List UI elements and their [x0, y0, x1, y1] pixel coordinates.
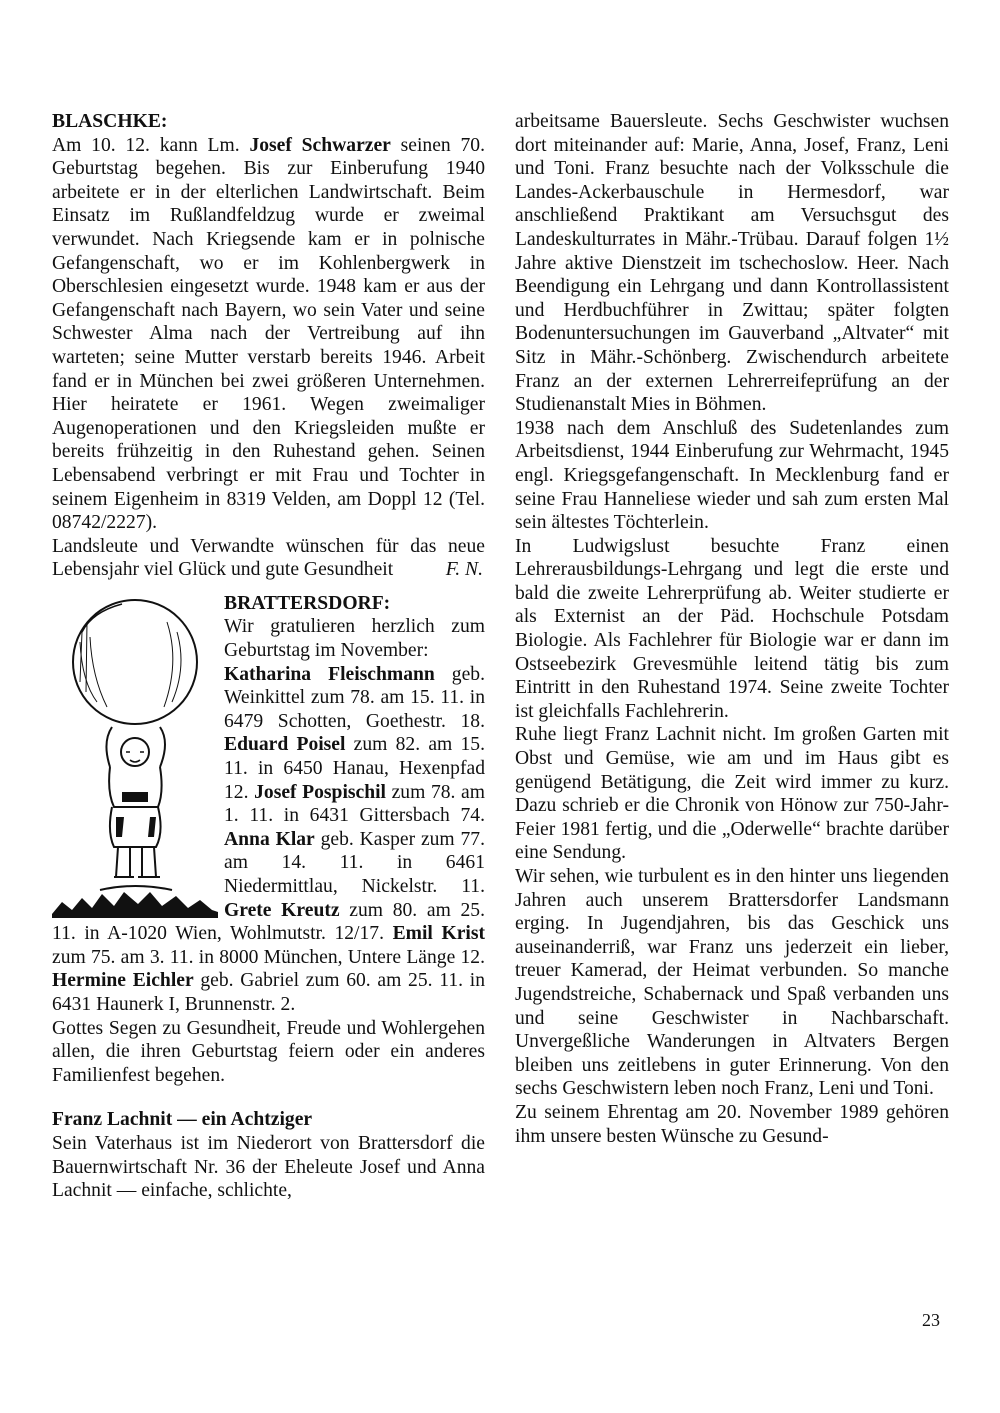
- birthday-name: Katharina Fleischmann: [224, 663, 435, 685]
- blaschke-wishes: Landsleute und Verwandte wünschen für das neue Lebensjahr viel Glück und gute Gesundheit: [52, 535, 485, 581]
- blaschke-name: Josef Schwarzer: [249, 134, 391, 156]
- lachnit-section: [52, 1108, 485, 1202]
- birthday-name: Emil Krist: [392, 923, 485, 945]
- birthday-details: zum 78. am 1. 11. in 6431 Gittersbach 74.: [224, 781, 485, 827]
- lachnit-paragraph-7: Zu seinem Ehrentag am 20. November 1989 gehören ihm unsere besten Wünsche zu Gesund-: [515, 1101, 949, 1147]
- brattersdorf-blessing: Gottes Segen zu Gesundheit, Freude und Wohlergehen allen, die ihren Geburtstag feiern oder ein anderes Familienfest begehen.: [52, 1017, 485, 1086]
- blaschke-text-a: Am 10. 12. kann Lm.: [52, 134, 250, 156]
- page-number: 23: [922, 1310, 940, 1330]
- birthday-details: zum 75. am 3. 11. in 8000 München, Untere Länge 12.: [52, 946, 485, 968]
- lachnit-paragraph-6: Wir sehen, wie turbulent es in den hinter uns liegenden Jahren auch unserem Brattersdorfer Landsmann erging. In Jugendjahren, bis das Geschick uns auseinanderriß, war Franz uns jederzeit ein lieber, treuer Kamerad, der Heimat verbunden. So manche Jugendstreiche, Schabernack und Spaß verbanden uns und seine Geschwister in Nachbarschaft. Unvergeßliche Wanderungen in Altvaters Bergen bleiben uns zeitlebens in guter Erinnerung. Von den sechs Geschwistern leben noch Franz, Leni und Toni.: [515, 866, 949, 1100]
- blaschke-text-b: seinen 70. Geburtstag begehen. Bis zur Einberufung 1940 arbeitete er in der elterlichen Landwirtschaft. Beim Einsatz im Rußlandfeldzug wurde er zweimal verwundet. Nach Kriegsende kam er in polnische Gefangenschaft, wo er im Kohlenbergwerk in Oberschlesien eingesetzt wurde. 1948 kam er aus der Gefangenschaft nach Bayern, wo sein Vater und seine Schwester Alma nach der Vertreibung auf ihn warteten; seine Mutter verstarb bereits 1946. Arbeit fand er in München bei zwei größeren Unternehmen. Hier heiratete er 1961. Wegen zweimaliger Augenoperationen und den Kriegsleiden mußte er bereits frühzeitig in den Ruhestand gehen. Seinen Lebensabend verbringt er mit Frau und Tochter in seinem Eigenheim in 8319 Velden, am Doppl 12 (Tel. 08742/2227).: [52, 134, 485, 534]
- atlas-drawing: [52, 592, 218, 918]
- birthday-details: geb. Gabriel zum 60. am 25. 11. in 6431 Haunerk I, Brunnenstr. 2.: [52, 970, 485, 1015]
- left-column: [52, 110, 485, 1203]
- brattersdorf-heading: BRATTERSDORF:: [224, 592, 391, 614]
- right-column: [515, 110, 949, 1148]
- blaschke-signature: F. N.: [445, 559, 483, 581]
- birthday-details: geb. Kasper zum 77. am 14. 11. in 6461 Niedermittlau, Nickelstr. 11.: [224, 828, 486, 897]
- brattersdorf-intro: Wir gratulieren herzlich zum Geburtstag im November:: [224, 616, 485, 662]
- birthday-details: zum 80. am 25. 11. in A-1020 Wien, Wohlmutstr. 12/17.: [52, 899, 485, 945]
- birthday-name: Josef Pospischil: [254, 781, 386, 803]
- birthday-name: Grete Kreutz: [224, 899, 340, 921]
- lachnit-heading: Franz Lachnit — ein Achtziger: [52, 1109, 313, 1131]
- lachnit-paragraph-2: arbeitsame Bauersleute. Sechs Geschwister wuchsen dort miteinander auf: Marie, Anna, Josef, Franz, Leni und Toni. Franz besuchte nach der Volksschule die Landes-Ackerbauschule in Hermesdorf, war anschließend Praktikant am Versuchsgut des Landeskulturrates in Mähr.-Trübau. Darauf folgen 1½ Jahre aktive Dienstzeit im tschechoslow. Heer. Nach Beendigung ein Lehrgang und dann Kontrollassistent und Herdbuchführer in Zwittau; später folgten Bodenuntersuchungen im Gauverband „Altvater“ mit Sitz in Mähr.-Schönberg. Zwischendurch arbeitete Franz an der externen Lehrerreifeprüfung an der Studienanstalt Mies in Böhmen.: [515, 111, 949, 416]
- birthday-name: Eduard Poisel: [224, 734, 346, 756]
- blaschke-heading: BLASCHKE:: [52, 111, 168, 132]
- lachnit-paragraph-3: 1938 nach dem Anschluß des Sudetenlandes zum Arbeitsdienst, 1944 Einberufung zur Wehrmacht, 1945 engl. Kriegsgefangenschaft. In Mecklenburg fand er seine Frau Hanneliese wieder und sah zum ersten Mal sein ältestes Töchterlein.: [515, 417, 949, 534]
- lachnit-paragraph-1: Sein Vaterhaus ist im Niederort von Brattersdorf die Bauernwirtschaft Nr. 36 der Eheleute Josef und Anna Lachnit — einfache, schlichte,: [52, 1132, 485, 1202]
- birthday-name: Hermine Eichler: [52, 970, 194, 992]
- birthday-details: zum 82. am 15. 11. in 6450 Hanau, Hexenpfad 12.: [224, 734, 485, 803]
- atlas-figure-illustration: [52, 592, 218, 918]
- brattersdorf-section: [52, 592, 485, 1087]
- lachnit-paragraph-5: Ruhe liegt Franz Lachnit nicht. Im großen Garten mit Obst und Gemüse, wie am und im Haus gibt es genügend Betätigung, die Zeit wird immer zu kurz. Dazu schrieb er die Chronik von Hönow zur 750-Jahr-Feier 1981 fertig, und die „Oderwelle“ brachte darüber eine Sendung.: [515, 724, 949, 864]
- lachnit-paragraph-4: In Ludwigslust besuchte Franz einen Lehrerausbildungs-Lehrgang und legt die erste und bald die zweite Lehrerprüfung ab. Weiter studierte er als Externist an der Päd. Hochschule Potsdam Biologie. Als Fachlehrer für Biologie war er dann im Ostseebezirk Grevesmühle leitend tätig bis zum Eintritt in den Ruhestand 1974. Seine zweite Tochter ist gleichfalls Fachlehrerin.: [515, 535, 949, 722]
- birthday-name: Anna Klar: [224, 828, 315, 850]
- blaschke-paragraph: [52, 134, 485, 535]
- birthday-details: geb. Weinkittel zum 78. am 15. 11. in 6479 Schotten, Goethestr. 18.: [224, 663, 485, 732]
